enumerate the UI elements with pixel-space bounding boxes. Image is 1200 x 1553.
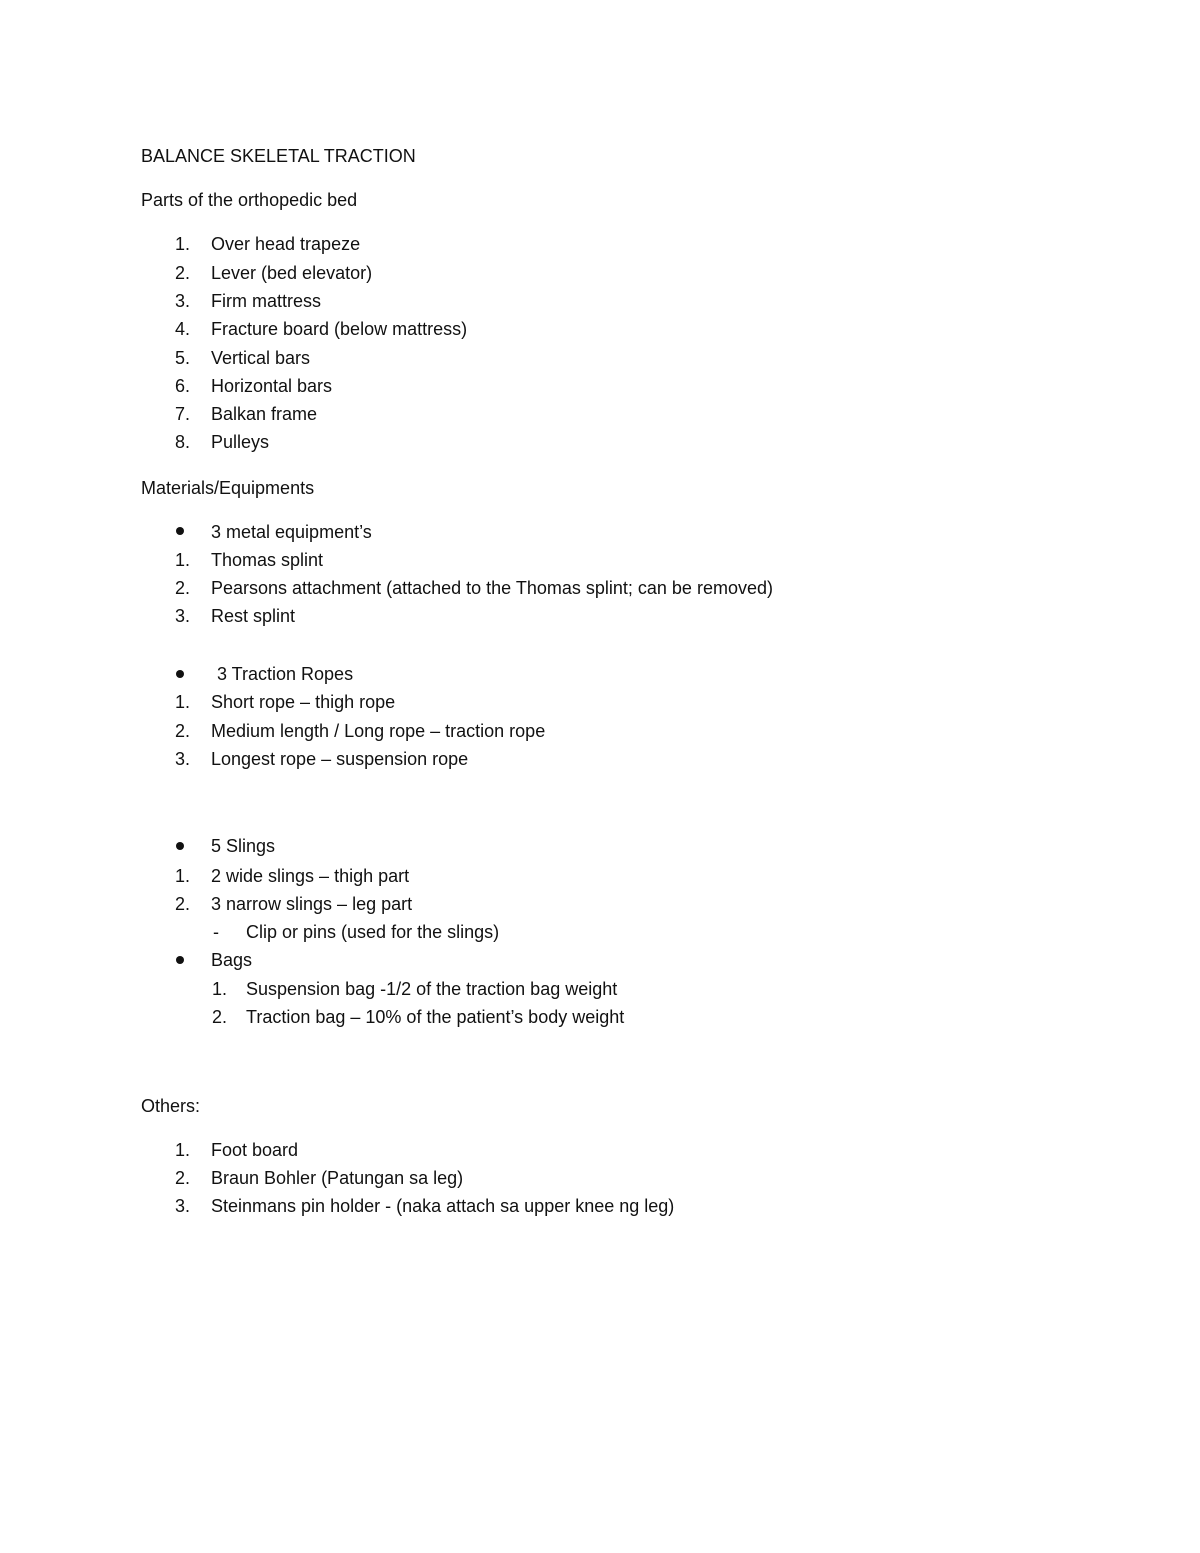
list-item: Foot board <box>211 1140 299 1160</box>
list-number: 6. <box>175 376 191 396</box>
list-number: 2. <box>212 1007 228 1027</box>
list-number: 2. <box>175 263 191 283</box>
list-number: 2. <box>175 578 191 598</box>
list-item: 2 wide slings – thigh part <box>211 866 410 886</box>
sub-list-item: Clip or pins (used for the slings) <box>246 922 500 942</box>
list-number: 1. <box>175 866 191 886</box>
group-label: Bags <box>211 950 253 970</box>
materials-heading: Materials/Equipments <box>141 478 315 498</box>
sub-list-item: Suspension bag -1/2 of the traction bag weight <box>246 979 618 999</box>
list-number: 2. <box>175 894 191 914</box>
group-label: 5 Slings <box>211 836 276 856</box>
list-item: Short rope – thigh rope <box>211 692 396 712</box>
bullet-icon <box>176 842 184 850</box>
list-item: Balkan frame <box>211 404 318 424</box>
list-number: 1. <box>175 1140 191 1160</box>
bed-heading: Parts of the orthopedic bed <box>141 190 358 210</box>
sub-list-item: Traction bag – 10% of the patient’s body weight <box>246 1007 625 1027</box>
list-item: Pulleys <box>211 432 270 452</box>
list-item: Rest splint <box>211 606 296 626</box>
group-label: 3 metal equipment’s <box>211 522 372 542</box>
list-item: Over head trapeze <box>211 234 361 254</box>
list-number: 2. <box>175 721 191 741</box>
list-item: Vertical bars <box>211 348 311 368</box>
list-number: 3. <box>175 1196 191 1216</box>
document-title: BALANCE SKELETAL TRACTION <box>141 146 416 166</box>
bullet-icon <box>176 527 184 535</box>
list-item: Lever (bed elevator) <box>211 263 373 283</box>
others-heading: Others: <box>141 1096 201 1116</box>
list-number: 1. <box>212 979 228 999</box>
bullet-icon <box>176 670 184 678</box>
list-item: Medium length / Long rope – traction rope <box>211 721 546 741</box>
dash-marker: - <box>213 922 219 942</box>
list-item: Horizontal bars <box>211 376 333 396</box>
list-item: Fracture board (below mattress) <box>211 319 468 339</box>
list-item: Thomas splint <box>211 550 324 570</box>
list-number: 3. <box>175 606 191 626</box>
list-number: 1. <box>175 550 191 570</box>
list-item: Longest rope – suspension rope <box>211 749 469 769</box>
list-item: 3 narrow slings – leg part <box>211 894 413 914</box>
list-number: 2. <box>175 1168 191 1188</box>
list-number: 1. <box>175 234 191 254</box>
list-number: 1. <box>175 692 191 712</box>
list-number: 8. <box>175 432 191 452</box>
list-number: 4. <box>175 319 191 339</box>
list-item: Firm mattress <box>211 291 321 311</box>
group-label: 3 Traction Ropes <box>217 664 354 684</box>
list-number: 3. <box>175 749 191 769</box>
list-item: Steinmans pin holder - (naka attach sa upper knee ng leg) <box>211 1196 675 1216</box>
list-number: 5. <box>175 348 191 368</box>
list-item: Braun Bohler (Patungan sa leg) <box>211 1168 464 1188</box>
list-number: 7. <box>175 404 191 424</box>
list-number: 3. <box>175 291 191 311</box>
list-item: Pearsons attachment (attached to the Thomas splint; can be removed) <box>211 578 773 598</box>
bullet-icon <box>176 956 184 964</box>
